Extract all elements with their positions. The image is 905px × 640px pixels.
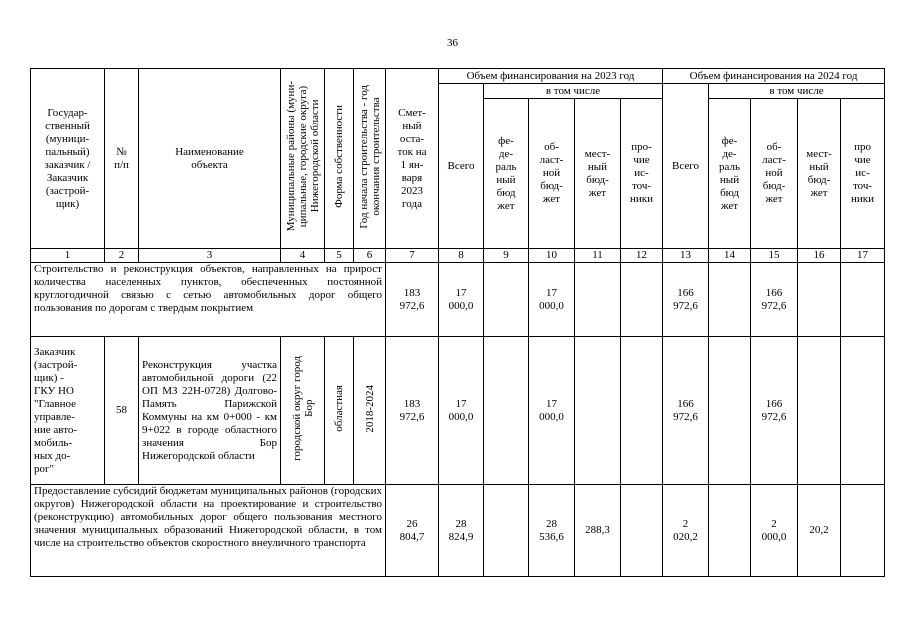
column-number: 3 <box>139 249 281 263</box>
value-cell: 17 000,0 <box>439 263 484 337</box>
column-number: 17 <box>841 249 885 263</box>
value-cell: 166 972,6 <box>663 337 709 485</box>
header-including-2023: в том числе <box>484 84 663 99</box>
column-number: 2 <box>105 249 139 263</box>
section-title: Предоставление субсидий бюджетам муниципальных районов (городских округов) Нижегородской области на проектирование и строительство (реконструкцию) автомобильных дорог общего пользования местного значения муниципальных образований Нижегородской области, в том числе на строительство объектов скоростного внеуличного транспорта <box>31 485 386 577</box>
section-row-subsidies <box>31 485 885 577</box>
value-cell: 183 972,6 <box>386 263 439 337</box>
value-cell <box>709 263 751 337</box>
value-cell: 20,2 <box>798 485 841 577</box>
header-including-2024: в том числе <box>709 84 885 99</box>
value-cell: 17 000,0 <box>529 263 575 337</box>
header-districts <box>281 69 325 249</box>
header-total-2024: Всего <box>663 84 709 249</box>
value-cell <box>709 485 751 577</box>
column-number: 14 <box>709 249 751 263</box>
section-row-construction <box>31 263 885 337</box>
value-cell <box>484 263 529 337</box>
column-number: 10 <box>529 249 575 263</box>
header-federal-2024: фе- де- раль ный бюд жет <box>709 99 751 249</box>
value-cell <box>841 337 885 485</box>
header-regional-2023: об- ласт- ной бюд- жет <box>529 99 575 249</box>
header-years <box>354 69 386 249</box>
value-cell: 288,3 <box>575 485 621 577</box>
value-cell <box>575 337 621 485</box>
district-text: городской округ город Бор <box>290 356 315 461</box>
value-cell <box>841 485 885 577</box>
header-regional-2024: об- ласт- ной бюд- жет <box>751 99 798 249</box>
value-cell: 2 020,2 <box>663 485 709 577</box>
column-number: 7 <box>386 249 439 263</box>
value-cell: 166 972,6 <box>751 337 798 485</box>
value-cell <box>798 337 841 485</box>
header-local-2023: мест- ный бюд- жет <box>575 99 621 249</box>
value-cell <box>798 263 841 337</box>
section-title: Строительство и реконструкция объектов, направленных на прирост количества населенных пунктов, обеспеченных постоянной круглогодичной связью с сетью автомобильных дорог общего пользования по дорогам с твердым покрытием <box>31 263 386 337</box>
value-cell <box>621 263 663 337</box>
object-row <box>31 337 885 485</box>
value-cell: 28 824,9 <box>439 485 484 577</box>
column-number: 12 <box>621 249 663 263</box>
column-number: 5 <box>325 249 354 263</box>
value-cell: 183 972,6 <box>386 337 439 485</box>
column-number-row <box>31 249 885 263</box>
value-cell: 28 536,6 <box>529 485 575 577</box>
value-cell: 166 972,6 <box>663 263 709 337</box>
customer-cell: Заказчик (застрой- щик) - ГКУ НО "Главное управле- ние авто- мобиль- ных до- рог" <box>31 337 105 485</box>
header-financing-2023: Объем финансирования на 2023 год <box>439 69 663 84</box>
header-number: № п/п <box>105 69 139 249</box>
value-cell <box>484 485 529 577</box>
value-cell <box>709 337 751 485</box>
column-number: 4 <box>281 249 325 263</box>
column-number: 8 <box>439 249 484 263</box>
header-customer: Государ- ственный (муници- пальный) заказчик / Заказчик (застрой- щик) <box>31 69 105 249</box>
column-number: 6 <box>354 249 386 263</box>
column-number: 16 <box>798 249 841 263</box>
value-cell: 26 804,7 <box>386 485 439 577</box>
header-local-2024: мест- ный бюд- жет <box>798 99 841 249</box>
object-number: 58 <box>105 337 139 485</box>
district-cell <box>281 337 325 485</box>
column-number: 1 <box>31 249 105 263</box>
value-cell: 17 000,0 <box>529 337 575 485</box>
column-number: 11 <box>575 249 621 263</box>
header-other-2024: про чие ис- точ- ники <box>841 99 885 249</box>
header-estimated-balance: Смет- ный оста- ток на 1 ян- варя 2023 года <box>386 69 439 249</box>
years-text: 2018-2024 <box>363 384 376 433</box>
header-ownership-text: Форма собственности <box>333 105 345 208</box>
value-cell: 17 000,0 <box>439 337 484 485</box>
value-cell: 2 000,0 <box>751 485 798 577</box>
column-number: 13 <box>663 249 709 263</box>
header-years-text: Год начала строительства - год окончания строительства <box>357 84 382 229</box>
header-districts-text: Муниципальные районы (муни- ципальные, городские округа) Нижегородской области <box>284 81 321 232</box>
years-cell <box>354 337 386 485</box>
header-financing-2024: Объем финансирования на 2024 год <box>663 69 885 84</box>
value-cell <box>575 263 621 337</box>
header-total-2023: Всего <box>439 84 484 249</box>
ownership-cell <box>325 337 354 485</box>
page-number: 36 <box>447 37 458 49</box>
ownership-text: областная <box>333 385 345 432</box>
value-cell <box>621 337 663 485</box>
header-object-name: Наименование объекта <box>139 69 281 249</box>
column-number: 15 <box>751 249 798 263</box>
value-cell <box>484 337 529 485</box>
financing-table <box>30 68 885 577</box>
header-federal-2023: фе- де- раль ный бюд жет <box>484 99 529 249</box>
value-cell: 166 972,6 <box>751 263 798 337</box>
object-name: Реконструкция участка автомобильной дороги (22 ОП МЗ 22Н-0728) Долгово-Память Парижской Коммуны на км 0+000 - км 9+022 в городе областного значения Бор Нижегородской области <box>139 337 281 485</box>
value-cell <box>621 485 663 577</box>
value-cell <box>841 263 885 337</box>
header-other-2023: про- чие ис- точ- ники <box>621 99 663 249</box>
column-number: 9 <box>484 249 529 263</box>
header-ownership <box>325 69 354 249</box>
